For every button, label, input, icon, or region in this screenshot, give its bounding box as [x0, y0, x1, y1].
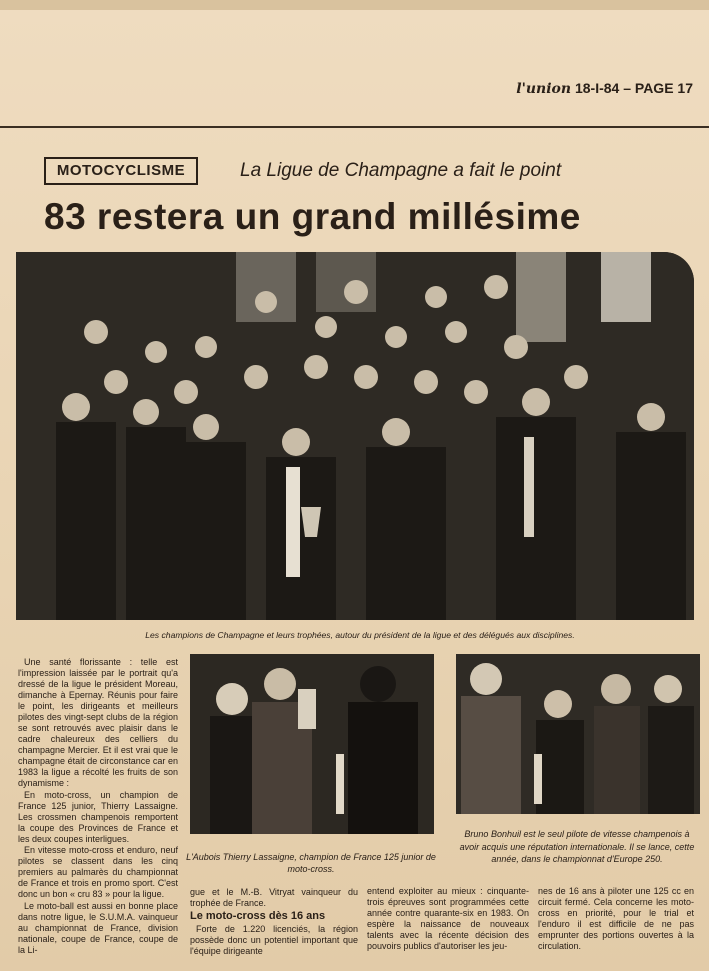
main-photo-caption: Les champions de Champagne et leurs trophées, autour du président de la ligue et des délégués aux disciplines.: [145, 630, 575, 640]
article-paragraph: entend exploiter au mieux : cinquante-trois épreuves sont programmées cette année contre quarante-six en 1983. On espère la naissance de nouveaux talents avec la récente décision des pouvoirs publics d'autoriser les jeu-: [367, 886, 529, 951]
article-paragraph: nes de 16 ans à piloter une 125 cc en circuit fermé. Cela concerne les moto-cross en priorité, pour le trial et l'enduro il est difficile de ne pas emprunter des portions ouvertes à la circulation.: [538, 886, 694, 951]
article-column-3: [367, 886, 529, 953]
lassaigne-photo: [190, 654, 434, 834]
bonhuil-photo: [456, 654, 700, 814]
left-photo-caption: L'Aubois Thierry Lassaigne, champion de France 125 junior de moto-cross.: [186, 852, 436, 875]
article-paragraph: Forte de 1.220 licenciés, la région possède donc un potentiel important que l'équipe dirigeante: [190, 924, 358, 957]
right-photo-caption: Bruno Bonhuil est le seul pilote de vitesse champenois à avoir acquis une réputation internationale. Il se lance, cette année, dans le championnat d'Europe 250.: [459, 829, 695, 865]
page-top-edge: [0, 0, 709, 10]
article-paragraph: gue et le M.-B. Vitryat vainqueur du trophée de France.: [190, 887, 358, 908]
article-column-2: [190, 887, 358, 958]
header-rule: [0, 126, 709, 128]
article-headline: 83 restera un grand millésime: [44, 196, 581, 237]
issue-date: 18-I-84: [574, 80, 620, 96]
masthead-separator: –: [623, 80, 631, 96]
article-subhead: Le moto-cross dès 16 ans: [190, 909, 326, 922]
section-label: MOTOCYCLISME: [44, 157, 198, 185]
article-paragraph: En vitesse moto-cross et enduro, neuf pilotes se classent dans les cinq premiers au palmarès du championnat de France et trois en promo sport. C'est donc un bon « cru 83 » pour la ligue.: [18, 845, 178, 900]
article-column-4: [538, 886, 694, 953]
masthead: [516, 80, 693, 97]
group-photo: [16, 252, 694, 620]
article-paragraph: Une santé florissante : telle est l'impression laissée par le portrait qu'a dressé de la ligue le président Moreau, dimanche à Epernay. Réunis pour faire le point, les dirigeants et meilleurs pilotes des vingt-sept clubs de la région se sont retrouvés avec plaisir dans le cadre chaleureux des celliers du champagne Mercier. Et il est vrai que le champagne était de circonstance car en 1983 la ligue a récolté les fruits de son dynamisme :: [18, 657, 178, 788]
article-paragraph: Le moto-ball est aussi en bonne place dans notre ligue, le S.U.M.A. vainqueur au championnat de France, division nationale, coupe de France, coupe de la Li-: [18, 901, 178, 956]
page-number: PAGE 17: [634, 80, 693, 96]
bonhuil-photo-illustration: [456, 654, 700, 814]
lassaigne-photo-illustration: [190, 654, 434, 834]
article-paragraph: En moto-cross, un champion de France 125 junior, Thierry Lassaigne. Les crossmen champenois remportent la coupe des Provinces de France et les deux coupes interligues.: [18, 789, 178, 844]
group-photo-illustration: [16, 252, 694, 620]
newspaper-brand: l'union: [516, 81, 572, 97]
article-column-1: [18, 657, 178, 957]
article-kicker: La Ligue de Champagne a fait le point: [240, 160, 562, 181]
